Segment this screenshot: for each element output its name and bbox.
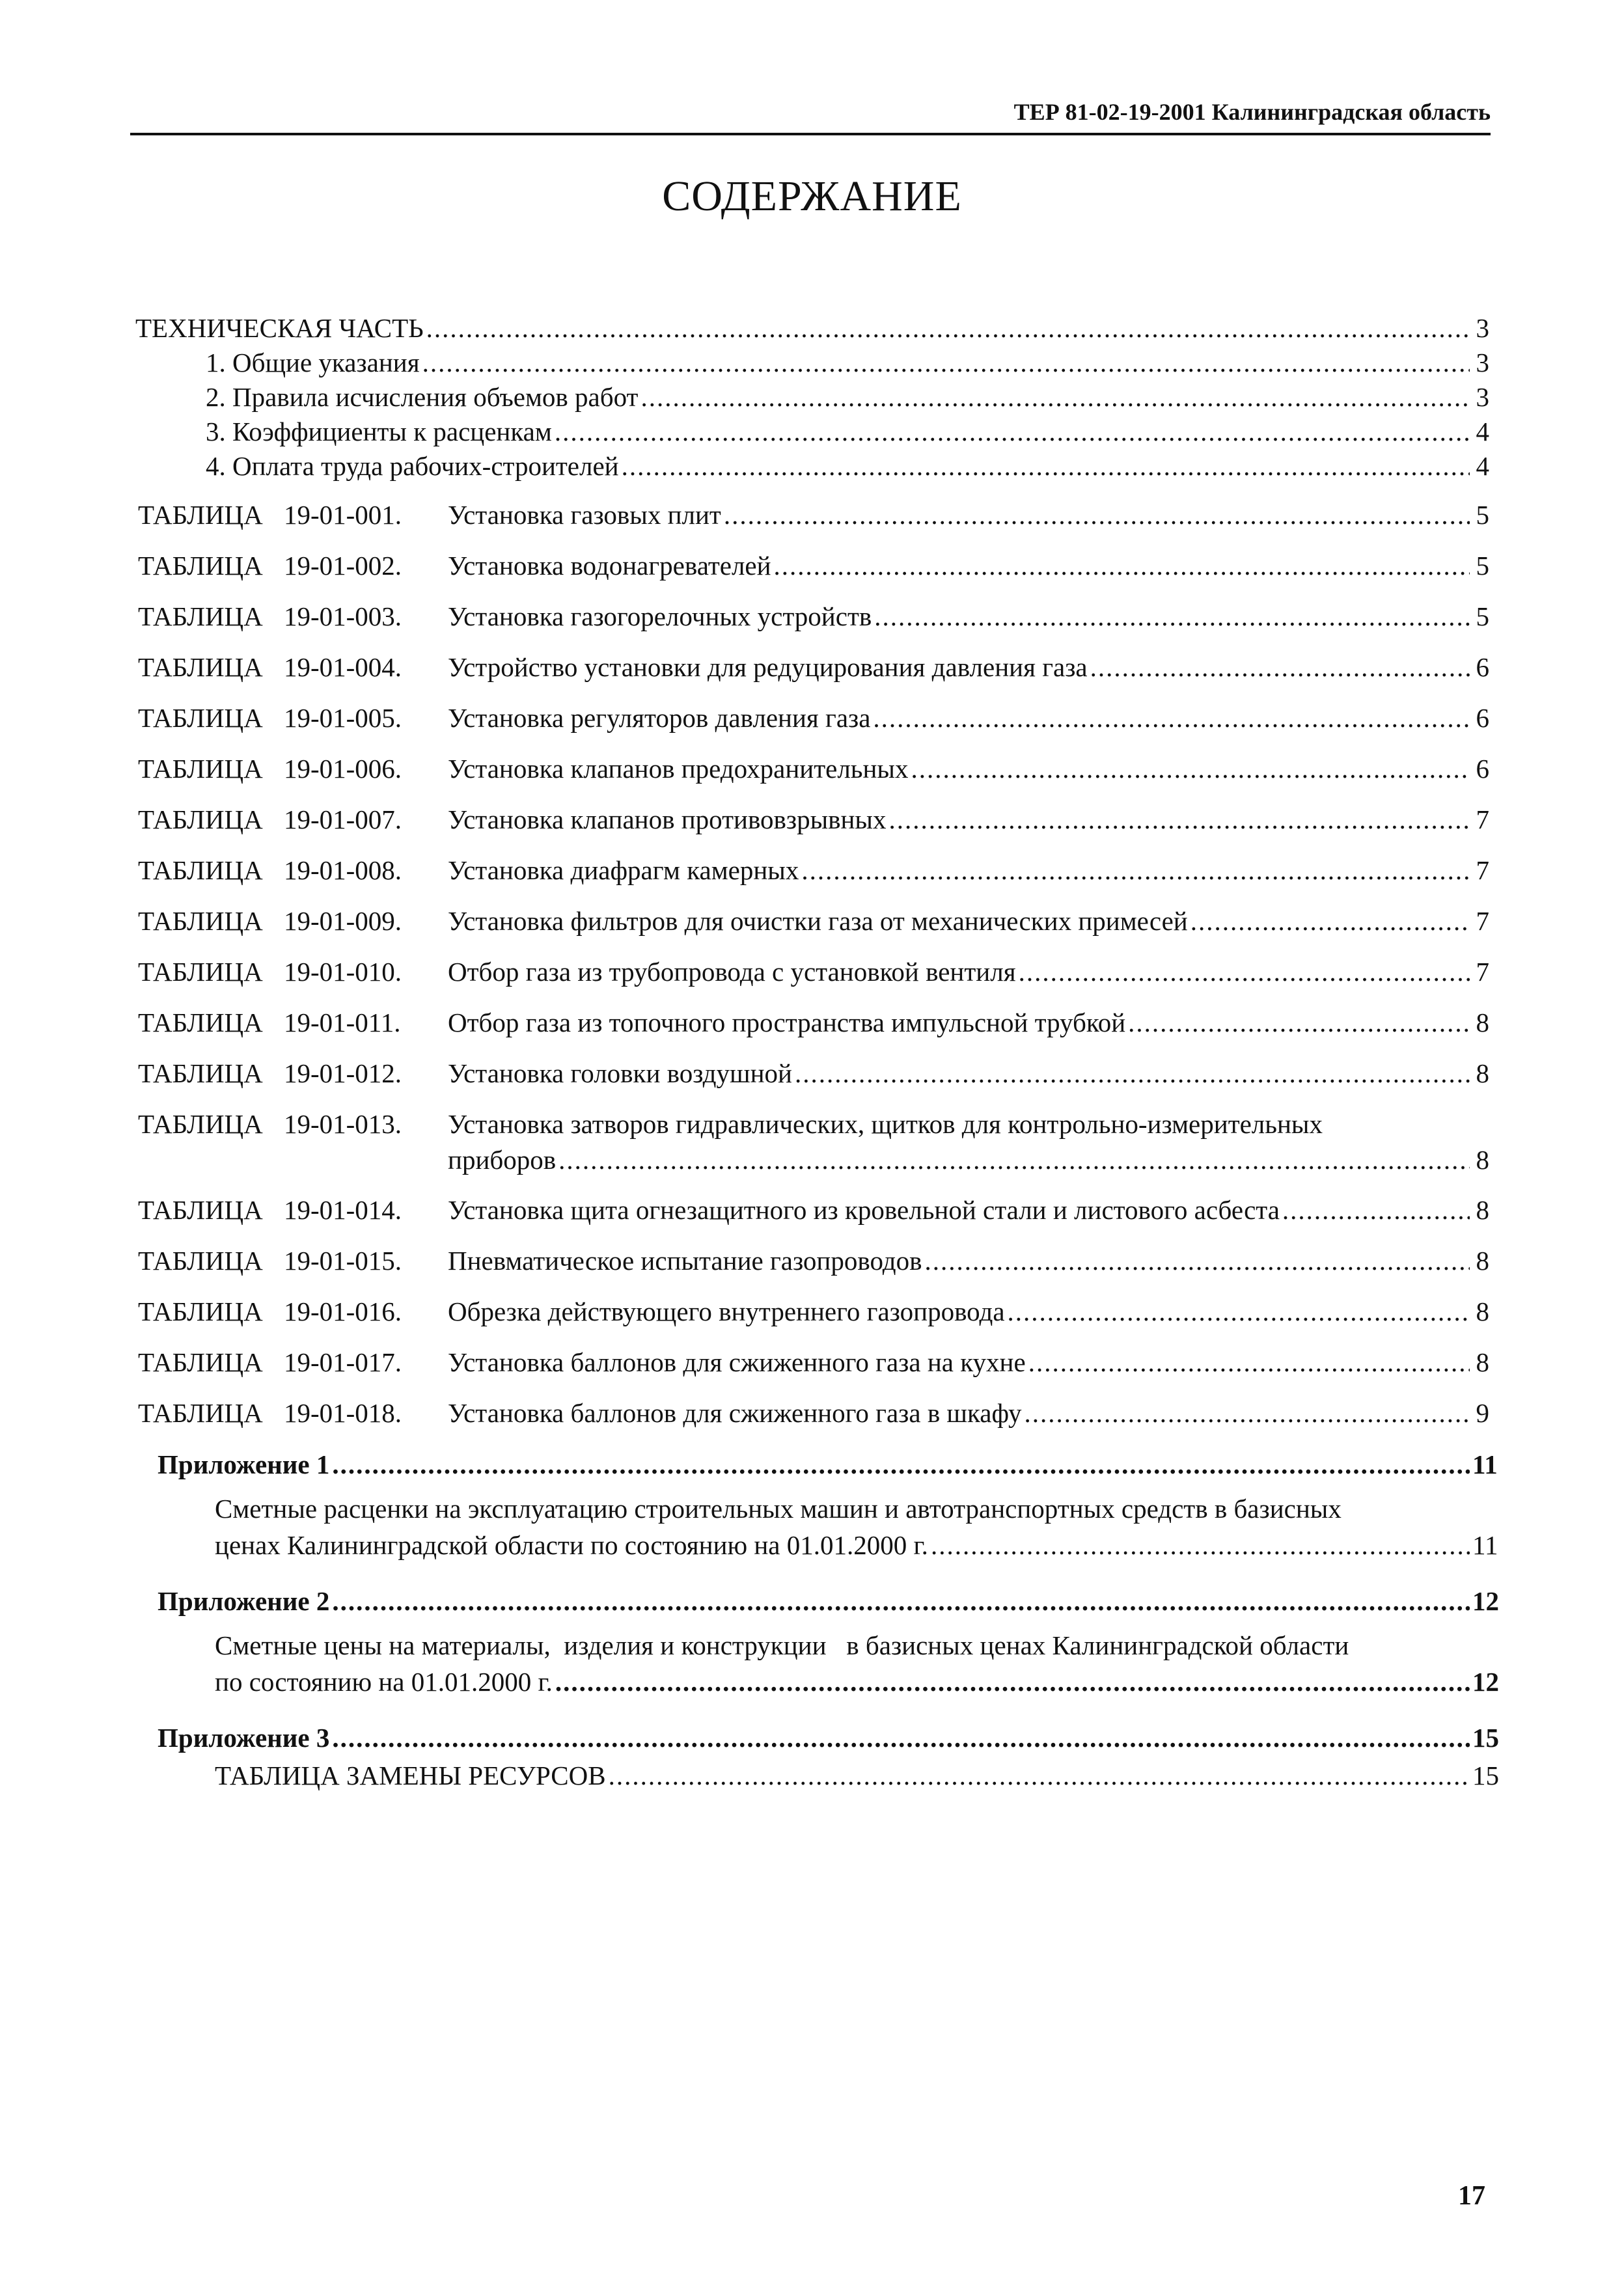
table-title: Установка водонагревателей [448, 551, 771, 581]
table-title: Установка фильтров для очистки газа от механических примесей [448, 906, 1188, 936]
dot-leader [1190, 905, 1470, 937]
toc-page: 15 [1472, 1723, 1499, 1753]
dot-leader [622, 450, 1470, 482]
dot-leader [1025, 1397, 1470, 1429]
toc-table-item[interactable] [138, 651, 1489, 683]
toc-appendix-description[interactable] [215, 1529, 1498, 1561]
table-code: 19-01-015. [284, 1246, 402, 1276]
toc-page: 6 [1476, 703, 1489, 733]
toc-table-item[interactable] [138, 956, 1489, 987]
table-title: Установка газовых плит [448, 500, 721, 530]
toc-page: 11 [1472, 1530, 1498, 1560]
table-code: 19-01-016. [284, 1296, 402, 1326]
dot-leader [332, 1449, 1470, 1480]
dot-leader [888, 804, 1470, 835]
table-title: Установка щита огнезащитного из кровельной стали и листового асбеста [448, 1195, 1280, 1225]
toc-page: 3 [1476, 313, 1489, 343]
toc-page: 3 [1476, 382, 1489, 412]
table-word: ТАБЛИЦА [138, 1195, 263, 1225]
table-code: 19-01-001. [284, 500, 402, 530]
table-code: 19-01-011. [284, 1007, 401, 1037]
table-word: ТАБЛИЦА [138, 1058, 263, 1088]
table-word: ТАБЛИЦА [138, 957, 263, 987]
toc-page: 4 [1476, 417, 1489, 446]
toc-page: 6 [1476, 754, 1489, 784]
dot-leader [874, 601, 1470, 632]
table-word: ТАБЛИЦА [138, 855, 263, 885]
table-word: ТАБЛИЦА [138, 1007, 263, 1037]
toc-table-item[interactable] [138, 702, 1489, 733]
toc-appendix-2[interactable] [158, 1585, 1499, 1617]
toc-table-item[interactable] [138, 1058, 1489, 1089]
table-title: Отбор газа из трубопровода с установкой вентиля [448, 957, 1016, 987]
toc-label: 4. Оплата труда рабочих-строителей [206, 451, 619, 481]
table-word: ТАБЛИЦА [138, 1347, 263, 1377]
toc-page: 5 [1476, 551, 1489, 581]
toc-table-item[interactable] [138, 1245, 1489, 1276]
toc-page: 8 [1476, 1007, 1489, 1037]
table-word: ТАБЛИЦА [138, 1398, 263, 1428]
table-title: Отбор газа из топочного пространства импульсной трубкой [448, 1007, 1126, 1037]
toc-page: 7 [1476, 855, 1489, 885]
table-title: Установка головки воздушной [448, 1058, 792, 1088]
toc-item[interactable] [206, 347, 1489, 378]
toc-page: 6 [1476, 652, 1489, 682]
toc-page: 8 [1476, 1347, 1489, 1377]
table-code: 19-01-004. [284, 652, 402, 682]
toc-table-item[interactable] [138, 1194, 1489, 1226]
dot-leader [555, 1666, 1470, 1697]
appendix-description-line: Сметные цены на материалы, изделия и конструкции в базисных ценах Калининградской области [215, 1630, 1349, 1660]
table-code: 19-01-010. [284, 957, 402, 987]
dot-leader [724, 499, 1470, 530]
toc-appendix-description[interactable] [215, 1760, 1499, 1791]
table-code: 19-01-007. [284, 804, 402, 834]
toc-appendix-1[interactable] [158, 1449, 1498, 1480]
page-header [130, 99, 1491, 135]
table-title: Установка затворов гидравлических, щитков для контрольно-измерительных [448, 1109, 1323, 1139]
toc-page: 8 [1476, 1246, 1489, 1276]
dot-leader [1090, 651, 1470, 683]
toc-table-item[interactable] [138, 1007, 1489, 1038]
toc-table-item[interactable] [138, 804, 1489, 835]
table-word: ТАБЛИЦА [138, 1246, 263, 1276]
toc-table-item-continuation[interactable] [448, 1144, 1489, 1175]
toc-page: 8 [1476, 1058, 1489, 1088]
table-title: Установка клапанов противовзрывных [448, 804, 887, 834]
dot-leader [795, 1058, 1470, 1089]
toc-table-item[interactable] [138, 499, 1489, 530]
toc-item[interactable] [206, 416, 1489, 447]
appendix-description-line: по состоянию на 01.01.2000 г. [215, 1667, 553, 1697]
toc-page: 11 [1472, 1449, 1498, 1479]
appendix-description-line: ТАБЛИЦА ЗАМЕНЫ РЕСУРСОВ [215, 1761, 606, 1790]
toc-page: 8 [1476, 1145, 1489, 1175]
table-code: 19-01-014. [284, 1195, 402, 1225]
table-title: Обрезка действующего внутреннего газопровода [448, 1296, 1005, 1326]
dot-leader [640, 381, 1470, 413]
toc-page: 8 [1476, 1296, 1489, 1326]
dot-leader [422, 347, 1470, 378]
table-title: Установка баллонов для сжиженного газа в шкафу [448, 1398, 1022, 1428]
dot-leader [1128, 1007, 1470, 1038]
table-title-continuation: приборов [448, 1145, 557, 1175]
table-title: Пневматическое испытание газопроводов [448, 1246, 922, 1276]
toc-table-item-first-line[interactable] [138, 1108, 1489, 1140]
table-code: 19-01-018. [284, 1398, 402, 1428]
table-code: 19-01-008. [284, 855, 402, 885]
appendix-title: Приложение 1 [158, 1449, 330, 1479]
appendix-title: Приложение 3 [158, 1723, 330, 1753]
appendix-title: Приложение 2 [158, 1586, 330, 1616]
toc-table-item[interactable] [138, 1347, 1489, 1378]
table-code: 19-01-009. [284, 906, 402, 936]
dot-leader [1019, 956, 1470, 987]
toc-page: 5 [1476, 500, 1489, 530]
table-word: ТАБЛИЦА [138, 1296, 263, 1326]
toc-page: 8 [1476, 1195, 1489, 1225]
dot-leader [558, 1144, 1470, 1175]
toc-table-item[interactable] [138, 753, 1489, 784]
toc-page: 3 [1476, 348, 1489, 377]
table-word: ТАБЛИЦА [138, 500, 263, 530]
table-word: ТАБЛИЦА [138, 906, 263, 936]
table-title: Устройство установки для редуцирования давления газа [448, 652, 1088, 682]
dot-leader [332, 1722, 1470, 1753]
table-word: ТАБЛИЦА [138, 601, 263, 631]
dot-leader [911, 753, 1470, 784]
table-title: Установка диафрагм камерных [448, 855, 799, 885]
toc-label: 2. Правила исчисления объемов работ [206, 382, 639, 412]
table-word: ТАБЛИЦА [138, 652, 263, 682]
dot-leader [931, 1529, 1470, 1561]
table-title: Установка клапанов предохранительных [448, 754, 909, 784]
table-code: 19-01-017. [284, 1347, 402, 1377]
dot-leader [925, 1245, 1470, 1276]
dot-leader [609, 1760, 1470, 1791]
table-word: ТАБЛИЦА [138, 1109, 263, 1139]
table-code: 19-01-006. [284, 754, 402, 784]
table-code: 19-01-002. [284, 551, 402, 581]
table-code: 19-01-012. [284, 1058, 402, 1088]
toc-item[interactable] [206, 381, 1489, 413]
dot-leader [1008, 1296, 1470, 1327]
dot-leader [801, 855, 1470, 886]
table-word: ТАБЛИЦА [138, 754, 263, 784]
toc-appendix-3[interactable] [158, 1722, 1499, 1753]
table-title: Установка баллонов для сжиженного газа на кухне [448, 1347, 1026, 1377]
toc-page: 15 [1472, 1761, 1499, 1790]
toc-table-item[interactable] [138, 1397, 1489, 1429]
toc-page: 5 [1476, 601, 1489, 631]
table-code: 19-01-003. [284, 601, 402, 631]
page-number: 17 [1458, 2181, 1485, 2211]
appendix-description-line: Сметные расценки на эксплуатацию строительных машин и автотранспортных средств в базисных [215, 1494, 1342, 1524]
toc-page: 12 [1472, 1586, 1499, 1616]
table-code: 19-01-013. [284, 1109, 402, 1139]
toc-item[interactable] [206, 450, 1489, 482]
document-id: ТЕР 81-02-19-2001 Калининградская область [1013, 99, 1491, 125]
table-word: ТАБЛИЦА [138, 703, 263, 733]
toc-appendix-description[interactable] [215, 1666, 1499, 1697]
table-code: 19-01-005. [284, 703, 402, 733]
toc-label: 1. Общие указания [206, 348, 420, 377]
toc-page: 7 [1476, 804, 1489, 834]
toc-page: 7 [1476, 957, 1489, 987]
dot-leader [555, 416, 1470, 447]
appendix-description-line: ценах Калининградской области по состоянию на 01.01.2000 г. [215, 1530, 928, 1560]
toc-page: 7 [1476, 906, 1489, 936]
toc-label: ТЕХНИЧЕСКАЯ ЧАСТЬ [135, 313, 424, 343]
dot-leader [1028, 1347, 1470, 1378]
table-title: Установка регуляторов давления газа [448, 703, 871, 733]
toc-table-item[interactable] [138, 855, 1489, 886]
toc-label: 3. Коэффициенты к расценкам [206, 417, 552, 446]
toc-item-tech-part[interactable] [135, 312, 1489, 344]
table-word: ТАБЛИЦА [138, 551, 263, 581]
table-word: ТАБЛИЦА [138, 804, 263, 834]
dot-leader [332, 1585, 1470, 1617]
page-title: СОДЕРЖАНИЕ [662, 172, 962, 220]
toc-table-item[interactable] [138, 1296, 1489, 1327]
toc-page: 12 [1472, 1667, 1499, 1697]
dot-leader [1282, 1194, 1470, 1226]
dot-leader [426, 312, 1470, 344]
table-title: Установка газогорелочных устройств [448, 601, 872, 631]
toc-table-item[interactable] [138, 601, 1489, 632]
dot-leader [774, 550, 1470, 581]
toc-page: 9 [1476, 1398, 1489, 1428]
toc-page: 4 [1476, 451, 1489, 481]
toc-table-item[interactable] [138, 550, 1489, 581]
dot-leader [873, 702, 1470, 733]
toc-table-item[interactable] [138, 905, 1489, 937]
